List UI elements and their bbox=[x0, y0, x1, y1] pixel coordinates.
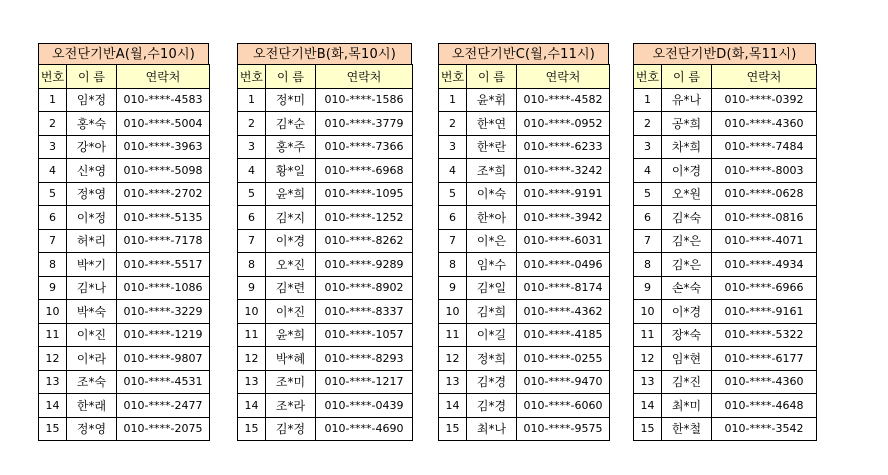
table-row bbox=[39, 276, 210, 300]
phone-cell: 010-****-4690 bbox=[316, 417, 413, 441]
number-cell: 3 bbox=[39, 135, 67, 159]
table-row bbox=[439, 300, 610, 324]
name-cell: 한*철 bbox=[662, 417, 712, 441]
table-row bbox=[39, 417, 210, 441]
name-cell: 이*경 bbox=[266, 229, 316, 253]
table-row bbox=[39, 323, 210, 347]
name-cell: 김*일 bbox=[467, 276, 517, 300]
phone-cell: 010-****-4185 bbox=[517, 323, 610, 347]
class-block-d bbox=[633, 43, 816, 441]
name-cell: 윤*휘 bbox=[467, 88, 517, 112]
table-row bbox=[39, 300, 210, 324]
roster-table bbox=[237, 64, 413, 441]
phone-cell: 010-****-6966 bbox=[712, 276, 817, 300]
phone-cell: 010-****-1095 bbox=[316, 182, 413, 206]
number-cell: 11 bbox=[238, 323, 266, 347]
number-cell: 14 bbox=[39, 394, 67, 418]
name-cell: 조*라 bbox=[266, 394, 316, 418]
phone-cell: 010-****-1219 bbox=[117, 323, 210, 347]
number-cell: 12 bbox=[39, 347, 67, 371]
name-cell: 이*은 bbox=[467, 229, 517, 253]
table-row bbox=[238, 323, 413, 347]
name-cell: 허*리 bbox=[67, 229, 117, 253]
phone-cell: 010-****-1217 bbox=[316, 370, 413, 394]
class-block-c bbox=[438, 43, 609, 441]
phone-cell: 010-****-8902 bbox=[316, 276, 413, 300]
class-title: 오전단기반A(월,수10시) bbox=[38, 43, 209, 64]
number-cell: 13 bbox=[634, 370, 662, 394]
number-cell: 12 bbox=[634, 347, 662, 371]
phone-cell: 010-****-5517 bbox=[117, 253, 210, 277]
roster-table bbox=[38, 64, 210, 441]
table-row bbox=[238, 300, 413, 324]
name-cell: 김*경 bbox=[467, 370, 517, 394]
table-row bbox=[439, 229, 610, 253]
header-number: 번호 bbox=[634, 65, 662, 89]
number-cell: 8 bbox=[238, 253, 266, 277]
name-cell: 김*련 bbox=[266, 276, 316, 300]
phone-cell: 010-****-8003 bbox=[712, 159, 817, 183]
name-cell: 김*숙 bbox=[662, 206, 712, 230]
number-cell: 11 bbox=[39, 323, 67, 347]
name-cell: 이*길 bbox=[467, 323, 517, 347]
phone-cell: 010-****-0439 bbox=[316, 394, 413, 418]
table-row bbox=[39, 347, 210, 371]
phone-cell: 010-****-9807 bbox=[117, 347, 210, 371]
phone-cell: 010-****-7178 bbox=[117, 229, 210, 253]
phone-cell: 010-****-0255 bbox=[517, 347, 610, 371]
name-cell: 김*지 bbox=[266, 206, 316, 230]
number-cell: 4 bbox=[238, 159, 266, 183]
name-cell: 한*래 bbox=[67, 394, 117, 418]
number-cell: 7 bbox=[439, 229, 467, 253]
header-number: 번호 bbox=[238, 65, 266, 89]
number-cell: 3 bbox=[238, 135, 266, 159]
header-name: 이 름 bbox=[266, 65, 316, 89]
phone-cell: 010-****-3542 bbox=[712, 417, 817, 441]
table-row bbox=[238, 88, 413, 112]
phone-cell: 010-****-3242 bbox=[517, 159, 610, 183]
name-cell: 김*희 bbox=[467, 300, 517, 324]
name-cell: 조*숙 bbox=[67, 370, 117, 394]
phone-cell: 010-****-4583 bbox=[117, 88, 210, 112]
phone-cell: 010-****-2477 bbox=[117, 394, 210, 418]
table-row bbox=[238, 347, 413, 371]
number-cell: 6 bbox=[238, 206, 266, 230]
table-row bbox=[238, 206, 413, 230]
header-phone: 연락처 bbox=[316, 65, 413, 89]
phone-cell: 010-****-0952 bbox=[517, 112, 610, 136]
name-cell: 김*진 bbox=[662, 370, 712, 394]
phone-cell: 010-****-6968 bbox=[316, 159, 413, 183]
header-name: 이 름 bbox=[467, 65, 517, 89]
name-cell: 이*진 bbox=[67, 323, 117, 347]
name-cell: 김*순 bbox=[266, 112, 316, 136]
number-cell: 14 bbox=[439, 394, 467, 418]
class-title: 오전단기반D(화,목11시) bbox=[633, 43, 816, 64]
header-name: 이 름 bbox=[67, 65, 117, 89]
number-cell: 9 bbox=[439, 276, 467, 300]
table-row bbox=[39, 206, 210, 230]
number-cell: 3 bbox=[634, 135, 662, 159]
name-cell: 이*정 bbox=[67, 206, 117, 230]
name-cell: 김*경 bbox=[467, 394, 517, 418]
number-cell: 13 bbox=[39, 370, 67, 394]
table-row bbox=[238, 253, 413, 277]
name-cell: 홍*주 bbox=[266, 135, 316, 159]
number-cell: 10 bbox=[39, 300, 67, 324]
table-row bbox=[238, 370, 413, 394]
name-cell: 한*란 bbox=[467, 135, 517, 159]
name-cell: 최*나 bbox=[467, 417, 517, 441]
phone-cell: 010-****-0628 bbox=[712, 182, 817, 206]
number-cell: 2 bbox=[238, 112, 266, 136]
table-row bbox=[439, 159, 610, 183]
number-cell: 10 bbox=[238, 300, 266, 324]
phone-cell: 010-****-8293 bbox=[316, 347, 413, 371]
header-row bbox=[238, 65, 413, 89]
phone-cell: 010-****-8262 bbox=[316, 229, 413, 253]
phone-cell: 010-****-3779 bbox=[316, 112, 413, 136]
phone-cell: 010-****-4582 bbox=[517, 88, 610, 112]
table-row bbox=[439, 417, 610, 441]
name-cell: 황*일 bbox=[266, 159, 316, 183]
number-cell: 1 bbox=[238, 88, 266, 112]
table-row bbox=[439, 370, 610, 394]
header-phone: 연락처 bbox=[712, 65, 817, 89]
number-cell: 8 bbox=[634, 253, 662, 277]
name-cell: 이*라 bbox=[67, 347, 117, 371]
name-cell: 유*나 bbox=[662, 88, 712, 112]
table-row bbox=[439, 276, 610, 300]
table-row bbox=[634, 253, 817, 277]
name-cell: 박*숙 bbox=[67, 300, 117, 324]
table-row bbox=[634, 159, 817, 183]
name-cell: 박*혜 bbox=[266, 347, 316, 371]
table-row bbox=[634, 276, 817, 300]
phone-cell: 010-****-9470 bbox=[517, 370, 610, 394]
number-cell: 2 bbox=[439, 112, 467, 136]
header-phone: 연락처 bbox=[117, 65, 210, 89]
table-row bbox=[634, 370, 817, 394]
number-cell: 4 bbox=[634, 159, 662, 183]
number-cell: 3 bbox=[439, 135, 467, 159]
name-cell: 한*연 bbox=[467, 112, 517, 136]
number-cell: 6 bbox=[39, 206, 67, 230]
phone-cell: 010-****-4360 bbox=[712, 370, 817, 394]
name-cell: 김*은 bbox=[662, 229, 712, 253]
name-cell: 오*원 bbox=[662, 182, 712, 206]
number-cell: 9 bbox=[634, 276, 662, 300]
phone-cell: 010-****-7366 bbox=[316, 135, 413, 159]
roster-table bbox=[438, 64, 610, 441]
table-row bbox=[439, 323, 610, 347]
table-row bbox=[439, 394, 610, 418]
number-cell: 14 bbox=[634, 394, 662, 418]
phone-cell: 010-****-0816 bbox=[712, 206, 817, 230]
table-row bbox=[39, 135, 210, 159]
phone-cell: 010-****-6060 bbox=[517, 394, 610, 418]
phone-cell: 010-****-1086 bbox=[117, 276, 210, 300]
name-cell: 임*정 bbox=[67, 88, 117, 112]
phone-cell: 010-****-6177 bbox=[712, 347, 817, 371]
name-cell: 임*수 bbox=[467, 253, 517, 277]
phone-cell: 010-****-5322 bbox=[712, 323, 817, 347]
table-row bbox=[634, 323, 817, 347]
table-row bbox=[39, 182, 210, 206]
phone-cell: 010-****-0392 bbox=[712, 88, 817, 112]
class-block-b bbox=[237, 43, 412, 441]
class-block-a bbox=[38, 43, 209, 441]
phone-cell: 010-****-2702 bbox=[117, 182, 210, 206]
name-cell: 한*아 bbox=[467, 206, 517, 230]
name-cell: 최*미 bbox=[662, 394, 712, 418]
number-cell: 1 bbox=[39, 88, 67, 112]
name-cell: 신*영 bbox=[67, 159, 117, 183]
name-cell: 이*숙 bbox=[467, 182, 517, 206]
number-cell: 15 bbox=[238, 417, 266, 441]
number-cell: 8 bbox=[439, 253, 467, 277]
phone-cell: 010-****-1057 bbox=[316, 323, 413, 347]
name-cell: 정*희 bbox=[467, 347, 517, 371]
name-cell: 정*미 bbox=[266, 88, 316, 112]
table-row bbox=[39, 394, 210, 418]
phone-cell: 010-****-9289 bbox=[316, 253, 413, 277]
number-cell: 6 bbox=[634, 206, 662, 230]
table-row bbox=[39, 159, 210, 183]
number-cell: 12 bbox=[238, 347, 266, 371]
name-cell: 오*진 bbox=[266, 253, 316, 277]
table-row bbox=[634, 229, 817, 253]
number-cell: 4 bbox=[39, 159, 67, 183]
table-row bbox=[39, 112, 210, 136]
phone-cell: 010-****-3963 bbox=[117, 135, 210, 159]
name-cell: 홍*숙 bbox=[67, 112, 117, 136]
name-cell: 임*현 bbox=[662, 347, 712, 371]
number-cell: 11 bbox=[634, 323, 662, 347]
number-cell: 5 bbox=[39, 182, 67, 206]
roster-table bbox=[633, 64, 817, 441]
phone-cell: 010-****-0496 bbox=[517, 253, 610, 277]
phone-cell: 010-****-3942 bbox=[517, 206, 610, 230]
table-row bbox=[634, 88, 817, 112]
table-row bbox=[238, 112, 413, 136]
phone-cell: 010-****-5135 bbox=[117, 206, 210, 230]
table-row bbox=[238, 135, 413, 159]
table-row bbox=[634, 347, 817, 371]
number-cell: 5 bbox=[439, 182, 467, 206]
table-row bbox=[634, 135, 817, 159]
table-row bbox=[439, 347, 610, 371]
table-row bbox=[238, 276, 413, 300]
number-cell: 7 bbox=[39, 229, 67, 253]
table-row bbox=[439, 182, 610, 206]
table-row bbox=[439, 112, 610, 136]
table-row bbox=[39, 229, 210, 253]
name-cell: 강*아 bbox=[67, 135, 117, 159]
table-row bbox=[238, 159, 413, 183]
number-cell: 12 bbox=[439, 347, 467, 371]
number-cell: 14 bbox=[238, 394, 266, 418]
table-row bbox=[634, 417, 817, 441]
table-row bbox=[634, 300, 817, 324]
class-title: 오전단기반B(화,목10시) bbox=[237, 43, 412, 64]
number-cell: 1 bbox=[634, 88, 662, 112]
table-row bbox=[439, 253, 610, 277]
table-row bbox=[39, 253, 210, 277]
phone-cell: 010-****-6233 bbox=[517, 135, 610, 159]
number-cell: 13 bbox=[439, 370, 467, 394]
table-row bbox=[238, 229, 413, 253]
number-cell: 5 bbox=[238, 182, 266, 206]
phone-cell: 010-****-4071 bbox=[712, 229, 817, 253]
table-row bbox=[634, 206, 817, 230]
phone-cell: 010-****-4934 bbox=[712, 253, 817, 277]
name-cell: 정*영 bbox=[67, 417, 117, 441]
header-phone: 연락처 bbox=[517, 65, 610, 89]
number-cell: 9 bbox=[39, 276, 67, 300]
name-cell: 김*은 bbox=[662, 253, 712, 277]
name-cell: 이*경 bbox=[662, 159, 712, 183]
name-cell: 장*숙 bbox=[662, 323, 712, 347]
name-cell: 조*희 bbox=[467, 159, 517, 183]
table-row bbox=[634, 182, 817, 206]
phone-cell: 010-****-6031 bbox=[517, 229, 610, 253]
phone-cell: 010-****-9575 bbox=[517, 417, 610, 441]
number-cell: 5 bbox=[634, 182, 662, 206]
name-cell: 손*숙 bbox=[662, 276, 712, 300]
name-cell: 이*경 bbox=[662, 300, 712, 324]
phone-cell: 010-****-5004 bbox=[117, 112, 210, 136]
phone-cell: 010-****-8174 bbox=[517, 276, 610, 300]
header-number: 번호 bbox=[39, 65, 67, 89]
name-cell: 김*정 bbox=[266, 417, 316, 441]
name-cell: 공*희 bbox=[662, 112, 712, 136]
name-cell: 윤*희 bbox=[266, 182, 316, 206]
class-title: 오전단기반C(월,수11시) bbox=[438, 43, 609, 64]
phone-cell: 010-****-8337 bbox=[316, 300, 413, 324]
header-row bbox=[634, 65, 817, 89]
number-cell: 7 bbox=[634, 229, 662, 253]
header-name: 이 름 bbox=[662, 65, 712, 89]
table-row bbox=[238, 182, 413, 206]
number-cell: 15 bbox=[439, 417, 467, 441]
header-number: 번호 bbox=[439, 65, 467, 89]
number-cell: 11 bbox=[439, 323, 467, 347]
phone-cell: 010-****-1586 bbox=[316, 88, 413, 112]
number-cell: 10 bbox=[439, 300, 467, 324]
table-row bbox=[238, 394, 413, 418]
table-row bbox=[634, 394, 817, 418]
name-cell: 차*희 bbox=[662, 135, 712, 159]
name-cell: 김*나 bbox=[67, 276, 117, 300]
phone-cell: 010-****-1252 bbox=[316, 206, 413, 230]
name-cell: 이*진 bbox=[266, 300, 316, 324]
phone-cell: 010-****-4360 bbox=[712, 112, 817, 136]
table-row bbox=[39, 370, 210, 394]
phone-cell: 010-****-7484 bbox=[712, 135, 817, 159]
phone-cell: 010-****-3229 bbox=[117, 300, 210, 324]
header-row bbox=[439, 65, 610, 89]
table-row bbox=[439, 88, 610, 112]
name-cell: 박*기 bbox=[67, 253, 117, 277]
number-cell: 2 bbox=[39, 112, 67, 136]
name-cell: 정*영 bbox=[67, 182, 117, 206]
number-cell: 1 bbox=[439, 88, 467, 112]
number-cell: 9 bbox=[238, 276, 266, 300]
number-cell: 2 bbox=[634, 112, 662, 136]
number-cell: 4 bbox=[439, 159, 467, 183]
phone-cell: 010-****-9191 bbox=[517, 182, 610, 206]
table-row bbox=[634, 112, 817, 136]
phone-cell: 010-****-4648 bbox=[712, 394, 817, 418]
name-cell: 조*미 bbox=[266, 370, 316, 394]
phone-cell: 010-****-5098 bbox=[117, 159, 210, 183]
phone-cell: 010-****-2075 bbox=[117, 417, 210, 441]
table-row bbox=[439, 206, 610, 230]
number-cell: 7 bbox=[238, 229, 266, 253]
table-row bbox=[238, 417, 413, 441]
number-cell: 8 bbox=[39, 253, 67, 277]
number-cell: 6 bbox=[439, 206, 467, 230]
table-row bbox=[39, 88, 210, 112]
phone-cell: 010-****-9161 bbox=[712, 300, 817, 324]
phone-cell: 010-****-4362 bbox=[517, 300, 610, 324]
number-cell: 10 bbox=[634, 300, 662, 324]
phone-cell: 010-****-4531 bbox=[117, 370, 210, 394]
header-row bbox=[39, 65, 210, 89]
name-cell: 윤*희 bbox=[266, 323, 316, 347]
table-row bbox=[439, 135, 610, 159]
number-cell: 13 bbox=[238, 370, 266, 394]
number-cell: 15 bbox=[39, 417, 67, 441]
number-cell: 15 bbox=[634, 417, 662, 441]
